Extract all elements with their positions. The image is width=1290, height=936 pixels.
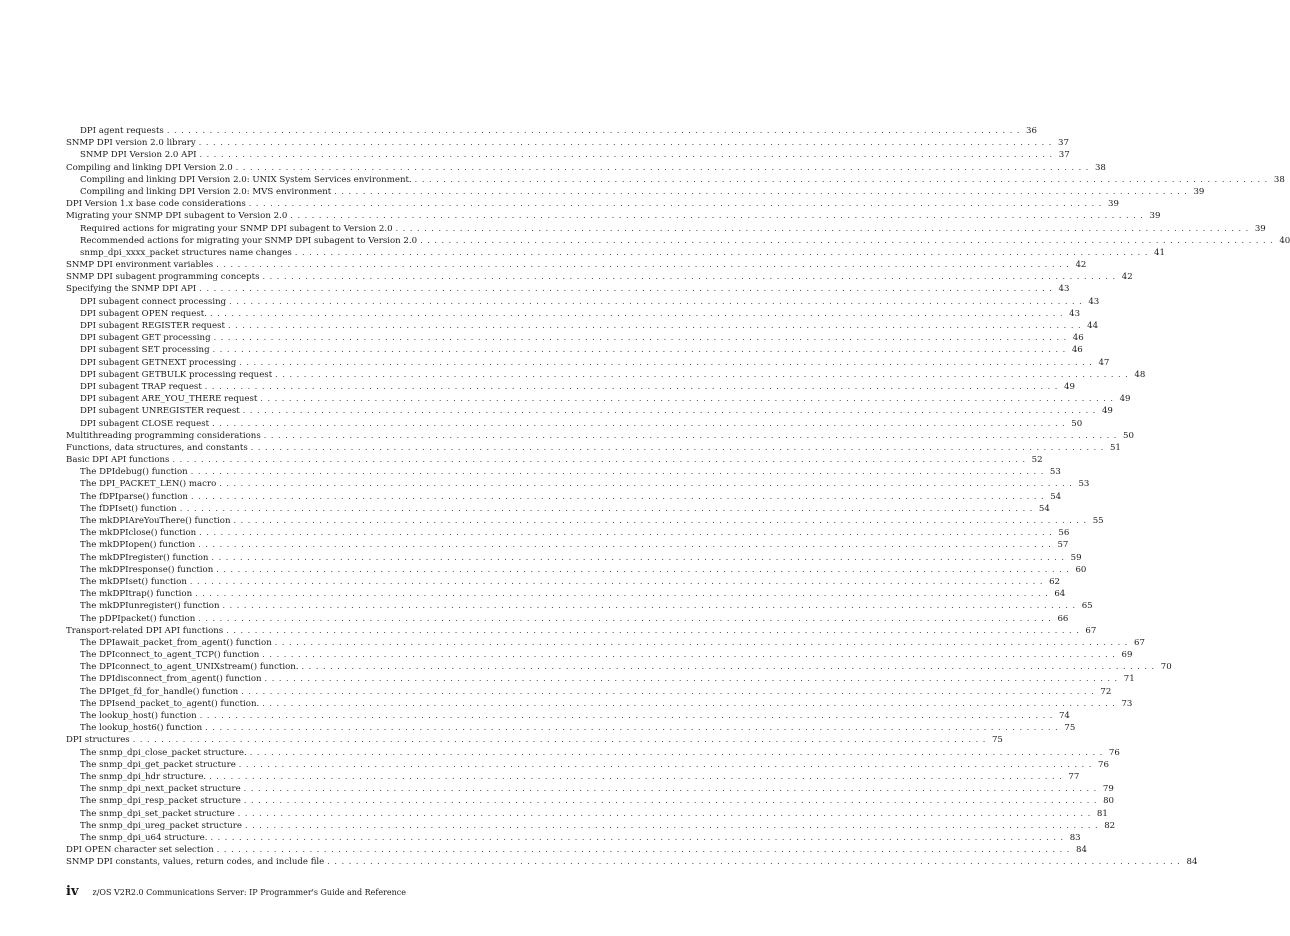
dot-leader: ........................................................................................................................: [219, 479, 1077, 489]
dot-leader: ........................................................................................................................: [260, 394, 1118, 404]
dot-leader: ........................................................................................................................: [204, 381, 1062, 391]
toc-entry-title: The DPIconnect_to_agent_UNIXstream() function.: [80, 662, 299, 673]
toc-entry-page: 51: [1109, 442, 1121, 453]
dot-leader: ........................................................................................................................: [263, 430, 1121, 440]
toc-entry-title: DPI agent requests: [80, 126, 164, 136]
toc-entry[interactable]: [66, 539, 1069, 551]
table-of-contents: [66, 125, 1290, 868]
toc-entry[interactable]: [66, 503, 1050, 515]
toc-entry[interactable]: [66, 588, 1066, 600]
toc-entry[interactable]: [66, 552, 1082, 564]
dot-leader: ........................................................................................................................: [243, 796, 1101, 806]
toc-entry[interactable]: [66, 125, 1037, 137]
toc-entry-title: The mkDPIopen() function: [80, 540, 196, 551]
toc-entry[interactable]: [66, 308, 1081, 320]
dot-leader: ........................................................................................................................: [216, 564, 1074, 574]
dot-leader: ........................................................................................................................: [264, 674, 1122, 684]
toc-entry[interactable]: [66, 698, 1133, 710]
toc-entry-title: Multithreading programming considerations: [66, 430, 261, 441]
toc-entry-title: Compiling and linking DPI Version 2.0: MVS environment: [80, 186, 332, 197]
dot-leader: ........................................................................................................................: [212, 418, 1070, 428]
toc-entry-page: 48: [1134, 369, 1146, 380]
toc-entry-title: The mkDPIclose() function: [80, 528, 197, 539]
toc-entry-title: The snmp_dpi_next_packet structure: [80, 784, 241, 795]
dot-leader: ........................................................................................................................: [212, 345, 1070, 355]
toc-entry[interactable]: [66, 210, 1161, 222]
toc-entry-title: DPI subagent connect processing: [80, 296, 227, 307]
toc-entry[interactable]: [66, 747, 1120, 759]
dot-leader: ........................................................................................................................: [262, 698, 1120, 708]
toc-entry-page: 39: [1107, 199, 1119, 210]
toc-entry[interactable]: [66, 771, 1080, 783]
toc-entry[interactable]: [66, 795, 1114, 807]
toc-entry-page: 37: [1057, 138, 1069, 149]
toc-entry-page: 55: [1092, 516, 1104, 526]
toc-entry-title: DPI structures: [66, 735, 130, 746]
toc-entry-page: 73: [1121, 698, 1133, 709]
toc-entry[interactable]: [66, 820, 1116, 832]
toc-entry-page: 40: [1279, 235, 1290, 246]
toc-entry[interactable]: [66, 491, 1062, 503]
toc-entry[interactable]: [66, 661, 1172, 673]
dot-leader: ........................................................................................................................: [179, 503, 1037, 513]
dot-leader: ........................................................................................................................: [226, 625, 1084, 635]
toc-entry[interactable]: [66, 393, 1131, 405]
toc-entry[interactable]: [66, 649, 1133, 661]
toc-entry-page: 79: [1102, 784, 1114, 795]
toc-entry-page: 71: [1123, 674, 1135, 685]
toc-entry[interactable]: [66, 637, 1145, 649]
toc-entry[interactable]: [66, 198, 1119, 210]
toc-entry-title: SNMP DPI version 2.0 library: [66, 138, 196, 149]
toc-entry-page: 39: [1149, 211, 1161, 222]
dot-leader: ........................................................................................................................: [198, 540, 1056, 550]
toc-entry-title: Migrating your SNMP DPI subagent to Version 2.0: [66, 211, 288, 222]
toc-entry-title: The mkDPIunregister() function: [80, 601, 220, 612]
dot-leader: ........................................................................................................................: [199, 528, 1057, 538]
toc-entry-title: SNMP DPI constants, values, return codes, and include file: [66, 857, 325, 868]
dot-leader: ........................................................................................................................: [242, 406, 1100, 416]
toc-entry-page: 43: [1069, 308, 1081, 319]
dot-leader: ........................................................................................................................: [205, 723, 1063, 733]
dot-leader: ........................................................................................................................: [275, 369, 1133, 379]
toc-entry-page: 53: [1078, 479, 1090, 490]
toc-entry-page: 82: [1104, 820, 1116, 831]
toc-entry-title: Specifying the SNMP DPI API: [66, 284, 197, 295]
toc-entry[interactable]: [66, 296, 1100, 308]
dot-leader: ........................................................................................................................: [172, 455, 1030, 465]
dot-leader: ........................................................................................................................: [209, 308, 1068, 318]
dot-leader: ........................................................................................................................: [227, 321, 1086, 330]
toc-entry-page: 39: [1254, 223, 1266, 234]
toc-entry[interactable]: [66, 381, 1075, 393]
toc-entry-title: The DPIsend_packet_to_agent() function.: [80, 698, 260, 709]
toc-entry-title: DPI subagent CLOSE request: [80, 418, 210, 429]
dot-leader: ........................................................................................................................: [420, 235, 1278, 245]
dot-leader: ........................................................................................................................: [195, 589, 1053, 599]
toc-entry-page: 84: [1076, 845, 1087, 856]
toc-entry-page: 38: [1273, 174, 1285, 185]
toc-entry[interactable]: [66, 832, 1081, 844]
toc-entry-title: DPI subagent OPEN request.: [80, 308, 207, 319]
dot-leader: ........................................................................................................................: [241, 686, 1099, 696]
dot-leader: ........................................................................................................................: [244, 820, 1103, 830]
toc-entry-page: 59: [1070, 552, 1082, 563]
toc-entry[interactable]: [66, 527, 1070, 539]
toc-entry-page: 49: [1101, 406, 1113, 417]
toc-entry[interactable]: [66, 478, 1090, 490]
toc-entry-page: 75: [991, 735, 1003, 746]
toc-entry-title: The lookup_host() function: [80, 711, 197, 721]
dot-leader: ........................................................................................................................: [327, 857, 1185, 867]
toc-entry[interactable]: [66, 137, 1069, 149]
toc-entry-page: 56: [1058, 528, 1070, 539]
toc-entry[interactable]: [66, 625, 1097, 637]
toc-entry-page: 49: [1119, 394, 1131, 405]
dot-leader: ........................................................................................................................: [198, 613, 1056, 623]
toc-entry[interactable]: [66, 673, 1135, 685]
dot-leader: ........................................................................................................................: [216, 845, 1074, 855]
toc-entry[interactable]: [66, 808, 1108, 820]
toc-entry-title: DPI OPEN character set selection: [66, 845, 214, 856]
dot-leader: ........................................................................................................................: [248, 199, 1106, 209]
toc-entry[interactable]: [66, 162, 1106, 174]
dot-leader: ........................................................................................................................: [199, 711, 1057, 720]
toc-entry-page: 80: [1103, 796, 1114, 807]
toc-entry[interactable]: [66, 149, 1070, 161]
toc-entry-page: 50: [1071, 418, 1083, 429]
dot-leader: ........................................................................................................................: [414, 174, 1272, 184]
toc-entry-title: SNMP DPI Version 2.0 API: [80, 150, 197, 161]
toc-entry-title: The DPIawait_packet_from_agent() function: [80, 637, 272, 648]
toc-entry-title: Transport-related DPI API functions: [66, 625, 224, 636]
dot-leader: ........................................................................................................................: [334, 186, 1192, 196]
toc-entry-title: Basic DPI API functions: [66, 455, 170, 466]
toc-entry-page: 37: [1058, 150, 1070, 161]
toc-entry-title: The fDPIparse() function: [80, 491, 188, 502]
toc-entry[interactable]: [66, 783, 1114, 795]
toc-entry-title: The snmp_dpi_set_packet structure: [80, 808, 235, 819]
dot-leader: ........................................................................................................................: [262, 650, 1120, 660]
dot-leader: ........................................................................................................................: [239, 357, 1097, 367]
dot-leader: ........................................................................................................................: [262, 272, 1120, 282]
dot-leader: ........................................................................................................................: [301, 662, 1159, 672]
dot-leader: ........................................................................................................................: [216, 260, 1074, 270]
toc-entry-title: The snmp_dpi_ureg_packet structure: [80, 820, 242, 831]
toc-entry-page: 67: [1085, 625, 1097, 636]
dot-leader: ........................................................................................................................: [199, 284, 1057, 294]
toc-entry[interactable]: [66, 564, 1087, 576]
toc-entry-page: 65: [1081, 601, 1093, 612]
toc-entry[interactable]: [66, 710, 1070, 722]
toc-entry-page: 76: [1098, 759, 1109, 770]
toc-entry-title: Functions, data structures, and constants: [66, 442, 248, 453]
toc-entry-title: The DPIget_fd_for_handle() function: [80, 686, 239, 697]
toc-entry[interactable]: [66, 515, 1104, 527]
dot-leader: ........................................................................................................................: [190, 491, 1049, 501]
toc-entry-page: 36: [1026, 126, 1037, 136]
toc-entry-title: The DPIdebug() function: [80, 467, 188, 478]
dot-leader: ........................................................................................................................: [294, 247, 1152, 257]
toc-entry-title: Compiling and linking DPI Version 2.0: [66, 162, 233, 173]
toc-entry-title: The snmp_dpi_close_packet structure.: [80, 747, 247, 758]
toc-entry-page: 42: [1075, 260, 1087, 271]
toc-entry-page: 74: [1058, 711, 1070, 721]
toc-entry[interactable]: [66, 235, 1290, 247]
toc-entry-title: DPI subagent SET processing: [80, 345, 210, 356]
toc-entry[interactable]: [66, 247, 1165, 259]
toc-entry[interactable]: [66, 576, 1061, 588]
toc-entry[interactable]: [66, 844, 1087, 856]
toc-entry-page: 46: [1071, 345, 1083, 356]
dot-leader: ........................................................................................................................: [229, 296, 1087, 306]
toc-entry-title: snmp_dpi_xxxx_packet structures name changes: [80, 247, 292, 258]
dot-leader: ........................................................................................................................: [235, 162, 1093, 172]
book-title: z/OS V2R2.0 Communications Server: IP Programmer's Guide and Reference: [92, 888, 406, 897]
toc-entry-page: 77: [1068, 771, 1080, 782]
toc-entry-page: 52: [1031, 455, 1043, 466]
toc-entry-page: 83: [1069, 832, 1081, 843]
dot-leader: ........................................................................................................................: [238, 759, 1096, 769]
toc-entry[interactable]: [66, 442, 1121, 454]
toc-entry-title: The DPI_PACKET_LEN() macro: [80, 479, 217, 490]
toc-entry-page: 38: [1094, 162, 1106, 173]
page-footer: [66, 884, 406, 899]
dot-leader: ........................................................................................................................: [190, 467, 1048, 477]
toc-entry[interactable]: [66, 357, 1110, 369]
toc-entry[interactable]: [66, 613, 1069, 625]
toc-entry[interactable]: [66, 405, 1113, 417]
toc-entry[interactable]: [66, 174, 1285, 186]
toc-entry-page: 42: [1121, 272, 1133, 283]
toc-entry-page: 64: [1054, 589, 1066, 600]
toc-entry-page: 60: [1075, 564, 1087, 575]
toc-entry-page: 41: [1154, 247, 1165, 258]
toc-entry-title: The lookup_host6() function: [80, 723, 203, 734]
toc-entry-page: 57: [1057, 540, 1069, 551]
dot-leader: ........................................................................................................................: [249, 747, 1107, 757]
toc-entry-title: The snmp_dpi_resp_packet structure: [80, 796, 241, 807]
dot-leader: ........................................................................................................................: [395, 223, 1253, 233]
toc-entry-title: Compiling and linking DPI Version 2.0: UNIX System Services environment.: [80, 174, 412, 185]
toc-entry[interactable]: [66, 259, 1087, 271]
toc-entry[interactable]: [66, 186, 1205, 198]
toc-entry[interactable]: [66, 418, 1083, 430]
toc-entry-page: 44: [1087, 321, 1099, 331]
toc-entry[interactable]: [66, 686, 1112, 698]
toc-entry[interactable]: [66, 344, 1083, 356]
dot-leader: ........................................................................................................................: [166, 126, 1024, 135]
toc-entry[interactable]: [66, 734, 1003, 746]
toc-entry[interactable]: [66, 600, 1093, 612]
dot-leader: ........................................................................................................................: [237, 808, 1095, 818]
dot-leader: ........................................................................................................................: [290, 211, 1148, 221]
toc-entry-title: DPI subagent GETBULK processing request: [80, 369, 273, 380]
toc-entry-page: 70: [1160, 662, 1172, 673]
toc-entry[interactable]: [66, 369, 1146, 381]
toc-entry-title: The mkDPIAreYouThere() function: [80, 516, 231, 526]
toc-entry[interactable]: [66, 332, 1084, 344]
toc-entry-page: 54: [1038, 503, 1050, 514]
toc-entry-page: 49: [1064, 381, 1075, 392]
toc-entry-title: DPI subagent REGISTER request: [80, 321, 225, 331]
dot-leader: ........................................................................................................................: [274, 637, 1132, 647]
toc-entry-page: 72: [1100, 686, 1112, 697]
toc-entry-title: DPI subagent UNREGISTER request: [80, 406, 240, 417]
toc-entry-page: 53: [1049, 467, 1061, 478]
dot-leader: ........................................................................................................................: [233, 516, 1091, 525]
toc-entry-title: The DPIdisconnect_from_agent() function: [80, 674, 262, 685]
dot-leader: ........................................................................................................................: [199, 150, 1057, 160]
toc-entry[interactable]: [66, 466, 1061, 478]
toc-entry-title: DPI subagent TRAP request: [80, 381, 202, 392]
toc-entry-title: The pDPIpacket() function: [80, 613, 196, 624]
toc-entry-title: The DPIconnect_to_agent_TCP() function: [80, 650, 260, 661]
toc-entry-title: The snmp_dpi_hdr structure.: [80, 771, 207, 782]
toc-entry-page: 47: [1098, 357, 1110, 368]
toc-entry[interactable]: [66, 759, 1109, 771]
dot-leader: ........................................................................................................................: [250, 442, 1108, 452]
dot-leader: ........................................................................................................................: [243, 784, 1101, 794]
toc-entry-page: 69: [1121, 650, 1133, 661]
toc-entry-title: The mkDPIregister() function: [80, 552, 209, 563]
toc-entry-title: DPI subagent ARE_YOU_THERE request: [80, 394, 258, 405]
toc-entry[interactable]: [66, 223, 1266, 235]
toc-entry-title: DPI Version 1.x base code considerations: [66, 199, 246, 210]
toc-entry[interactable]: [66, 271, 1133, 283]
toc-entry-title: SNMP DPI environment variables: [66, 260, 214, 271]
toc-entry-title: DPI subagent GET processing: [80, 333, 211, 344]
toc-entry-title: The fDPIset() function: [80, 503, 177, 514]
dot-leader: ........................................................................................................................: [222, 601, 1080, 611]
toc-entry-page: 67: [1133, 637, 1145, 648]
toc-entry-page: 39: [1193, 186, 1205, 197]
toc-entry-title: SNMP DPI subagent programming concepts: [66, 272, 260, 283]
toc-entry-page: 43: [1058, 284, 1070, 295]
dot-leader: ........................................................................................................................: [132, 735, 990, 745]
toc-entry-title: The snmp_dpi_get_packet structure: [80, 759, 236, 770]
dot-leader: ........................................................................................................................: [210, 832, 1068, 842]
toc-entry-page: 62: [1049, 576, 1061, 587]
dot-leader: ........................................................................................................................: [189, 576, 1048, 586]
dot-leader: ........................................................................................................................: [211, 552, 1069, 562]
toc-entry-title: The mkDPIresponse() function: [80, 564, 214, 575]
toc-entry-title: Required actions for migrating your SNMP DPI subagent to Version 2.0: [80, 223, 393, 234]
toc-entry-title: The mkDPIset() function: [80, 576, 187, 587]
toc-entry-page: 66: [1057, 613, 1069, 624]
toc-entry-title: DPI subagent GETNEXT processing: [80, 357, 237, 368]
toc-entry-page: 81: [1096, 808, 1108, 819]
toc-entry-page: 84: [1186, 857, 1198, 868]
toc-entry-title: Recommended actions for migrating your SNMP DPI subagent to Version 2.0: [80, 235, 418, 246]
toc-entry[interactable]: [66, 430, 1134, 442]
toc-entry-page: 54: [1050, 491, 1062, 502]
toc-entry[interactable]: [66, 856, 1198, 868]
dot-leader: ........................................................................................................................: [213, 333, 1071, 343]
toc-entry[interactable]: [66, 320, 1099, 332]
dot-leader: ........................................................................................................................: [198, 138, 1056, 148]
toc-entry-page: 76: [1108, 747, 1120, 758]
toc-entry-page: 43: [1088, 296, 1100, 307]
toc-entry[interactable]: [66, 722, 1076, 734]
toc-entry-page: 50: [1122, 430, 1134, 441]
dot-leader: ........................................................................................................................: [209, 771, 1067, 781]
page-number: iv: [66, 884, 79, 899]
toc-entry-page: 75: [1064, 723, 1076, 734]
toc-entry-title: The mkDPItrap() function: [80, 589, 193, 600]
toc-entry[interactable]: [66, 283, 1070, 295]
toc-entry-title: The snmp_dpi_u64 structure.: [80, 832, 208, 843]
toc-entry-page: 46: [1072, 333, 1084, 344]
toc-entry[interactable]: [66, 454, 1043, 466]
